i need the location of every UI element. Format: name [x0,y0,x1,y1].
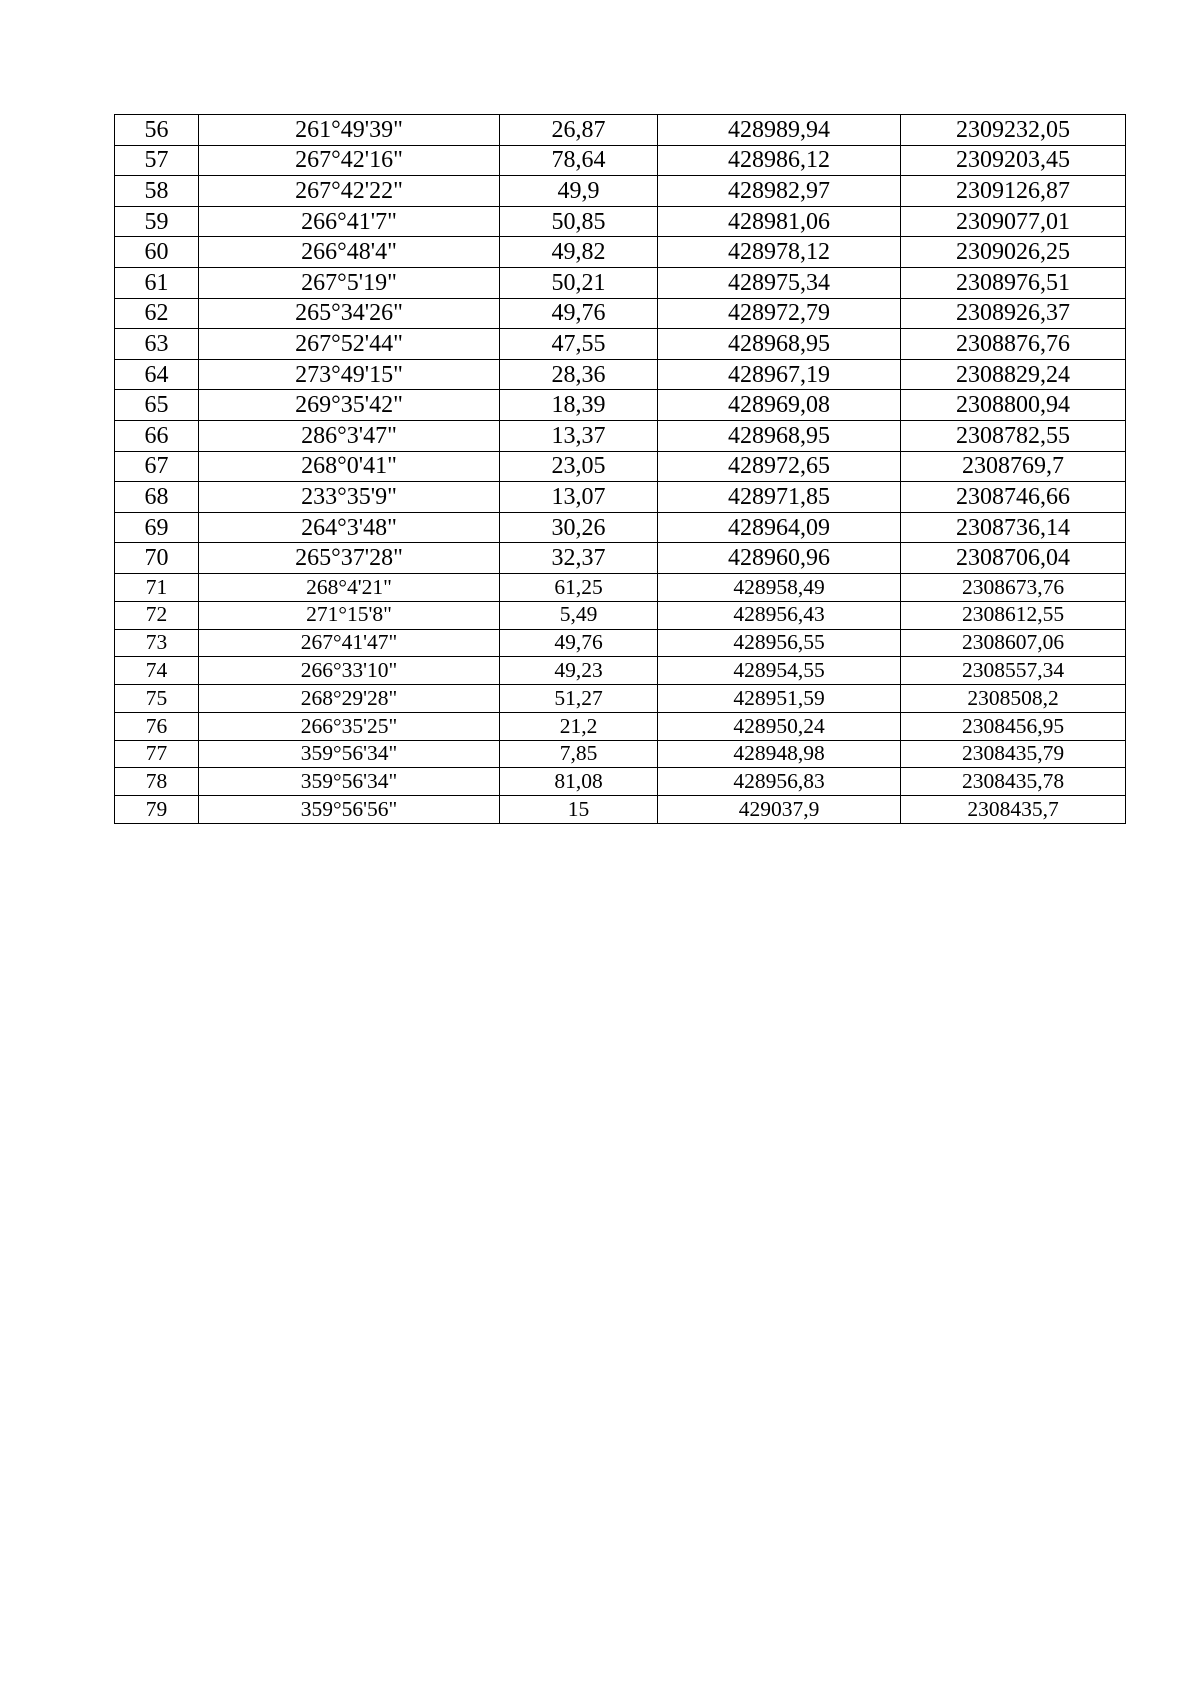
table-row [115,740,1126,768]
table-row [115,573,1126,601]
table-row [115,768,1126,796]
y-coordinate-cell: 2308557,34 [901,657,1126,685]
direction-angle-cell: 268°0'41" [199,451,500,482]
x-coordinate-cell: 428982,97 [658,176,901,207]
direction-angle-cell: 233°35'9" [199,482,500,513]
point-number-cell: 59 [115,206,199,237]
x-coordinate-cell: 428981,06 [658,206,901,237]
segment-length-cell: 26,87 [500,115,658,146]
segment-length-cell: 49,9 [500,176,658,207]
y-coordinate-cell: 2308876,76 [901,329,1126,360]
y-coordinate-cell: 2309203,45 [901,145,1126,176]
x-coordinate-cell: 428960,96 [658,543,901,574]
segment-length-cell: 13,07 [500,482,658,513]
table-row [115,712,1126,740]
direction-angle-cell: 267°41'47" [199,629,500,657]
point-number-cell: 66 [115,420,199,451]
x-coordinate-cell: 428948,98 [658,740,901,768]
y-coordinate-cell: 2308736,14 [901,512,1126,543]
direction-angle-cell: 267°42'22" [199,176,500,207]
y-coordinate-cell: 2308829,24 [901,359,1126,390]
point-number-cell: 57 [115,145,199,176]
point-number-cell: 62 [115,298,199,329]
table-row [115,420,1126,451]
table-row [115,359,1126,390]
direction-angle-cell: 267°42'16" [199,145,500,176]
point-number-cell: 58 [115,176,199,207]
y-coordinate-cell: 2308782,55 [901,420,1126,451]
coordinates-table-body [115,115,1126,824]
table-row [115,206,1126,237]
x-coordinate-cell: 428967,19 [658,359,901,390]
point-number-cell: 77 [115,740,199,768]
point-number-cell: 79 [115,796,199,824]
segment-length-cell: 47,55 [500,329,658,360]
point-number-cell: 70 [115,543,199,574]
point-number-cell: 63 [115,329,199,360]
table-row [115,451,1126,482]
y-coordinate-cell: 2308746,66 [901,482,1126,513]
segment-length-cell: 7,85 [500,740,658,768]
segment-length-cell: 15 [500,796,658,824]
x-coordinate-cell: 428978,12 [658,237,901,268]
x-coordinate-cell: 428971,85 [658,482,901,513]
direction-angle-cell: 266°33'10" [199,657,500,685]
segment-length-cell: 49,76 [500,629,658,657]
table-row [115,796,1126,824]
direction-angle-cell: 267°52'44" [199,329,500,360]
x-coordinate-cell: 428954,55 [658,657,901,685]
point-number-cell: 67 [115,451,199,482]
table-row [115,601,1126,629]
y-coordinate-cell: 2308435,78 [901,768,1126,796]
y-coordinate-cell: 2308607,06 [901,629,1126,657]
x-coordinate-cell: 428956,83 [658,768,901,796]
table-row [115,390,1126,421]
y-coordinate-cell: 2308456,95 [901,712,1126,740]
x-coordinate-cell: 428968,95 [658,329,901,360]
direction-angle-cell: 264°3'48" [199,512,500,543]
direction-angle-cell: 267°5'19" [199,267,500,298]
direction-angle-cell: 266°41'7" [199,206,500,237]
x-coordinate-cell: 428975,34 [658,267,901,298]
y-coordinate-cell: 2308706,04 [901,543,1126,574]
y-coordinate-cell: 2309232,05 [901,115,1126,146]
table-row [115,298,1126,329]
direction-angle-cell: 359°56'34" [199,740,500,768]
table-row [115,237,1126,268]
x-coordinate-cell: 428958,49 [658,573,901,601]
y-coordinate-cell: 2309026,25 [901,237,1126,268]
x-coordinate-cell: 428968,95 [658,420,901,451]
coordinates-table [114,114,1126,824]
point-number-cell: 78 [115,768,199,796]
segment-length-cell: 32,37 [500,543,658,574]
table-row [115,267,1126,298]
segment-length-cell: 50,85 [500,206,658,237]
table-row [115,145,1126,176]
point-number-cell: 73 [115,629,199,657]
direction-angle-cell: 269°35'42" [199,390,500,421]
segment-length-cell: 18,39 [500,390,658,421]
direction-angle-cell: 273°49'15" [199,359,500,390]
segment-length-cell: 13,37 [500,420,658,451]
segment-length-cell: 23,05 [500,451,658,482]
x-coordinate-cell: 429037,9 [658,796,901,824]
segment-length-cell: 50,21 [500,267,658,298]
direction-angle-cell: 271°15'8" [199,601,500,629]
point-number-cell: 68 [115,482,199,513]
point-number-cell: 60 [115,237,199,268]
segment-length-cell: 61,25 [500,573,658,601]
x-coordinate-cell: 428969,08 [658,390,901,421]
direction-angle-cell: 359°56'34" [199,768,500,796]
x-coordinate-cell: 428956,55 [658,629,901,657]
point-number-cell: 61 [115,267,199,298]
table-row [115,329,1126,360]
point-number-cell: 71 [115,573,199,601]
point-number-cell: 69 [115,512,199,543]
segment-length-cell: 21,2 [500,712,658,740]
segment-length-cell: 49,76 [500,298,658,329]
x-coordinate-cell: 428972,79 [658,298,901,329]
point-number-cell: 56 [115,115,199,146]
y-coordinate-cell: 2308673,76 [901,573,1126,601]
direction-angle-cell: 265°37'28" [199,543,500,574]
table-row [115,657,1126,685]
table-row [115,176,1126,207]
y-coordinate-cell: 2308612,55 [901,601,1126,629]
y-coordinate-cell: 2308435,7 [901,796,1126,824]
x-coordinate-cell: 428986,12 [658,145,901,176]
table-row [115,482,1126,513]
x-coordinate-cell: 428972,65 [658,451,901,482]
point-number-cell: 64 [115,359,199,390]
y-coordinate-cell: 2308976,51 [901,267,1126,298]
direction-angle-cell: 266°35'25" [199,712,500,740]
direction-angle-cell: 268°4'21" [199,573,500,601]
x-coordinate-cell: 428950,24 [658,712,901,740]
direction-angle-cell: 359°56'56" [199,796,500,824]
x-coordinate-cell: 428989,94 [658,115,901,146]
x-coordinate-cell: 428964,09 [658,512,901,543]
x-coordinate-cell: 428956,43 [658,601,901,629]
point-number-cell: 76 [115,712,199,740]
direction-angle-cell: 266°48'4" [199,237,500,268]
point-number-cell: 74 [115,657,199,685]
direction-angle-cell: 286°3'47" [199,420,500,451]
y-coordinate-cell: 2309077,01 [901,206,1126,237]
y-coordinate-cell: 2308769,7 [901,451,1126,482]
x-coordinate-cell: 428951,59 [658,685,901,713]
direction-angle-cell: 261°49'39" [199,115,500,146]
segment-length-cell: 49,23 [500,657,658,685]
segment-length-cell: 78,64 [500,145,658,176]
direction-angle-cell: 265°34'26" [199,298,500,329]
segment-length-cell: 81,08 [500,768,658,796]
segment-length-cell: 51,27 [500,685,658,713]
y-coordinate-cell: 2308926,37 [901,298,1126,329]
table-row [115,512,1126,543]
table-row [115,115,1126,146]
segment-length-cell: 28,36 [500,359,658,390]
segment-length-cell: 30,26 [500,512,658,543]
direction-angle-cell: 268°29'28" [199,685,500,713]
y-coordinate-cell: 2308435,79 [901,740,1126,768]
point-number-cell: 65 [115,390,199,421]
point-number-cell: 72 [115,601,199,629]
table-row [115,543,1126,574]
segment-length-cell: 49,82 [500,237,658,268]
y-coordinate-cell: 2308508,2 [901,685,1126,713]
point-number-cell: 75 [115,685,199,713]
y-coordinate-cell: 2309126,87 [901,176,1126,207]
y-coordinate-cell: 2308800,94 [901,390,1126,421]
table-row [115,685,1126,713]
table-row [115,629,1126,657]
segment-length-cell: 5,49 [500,601,658,629]
